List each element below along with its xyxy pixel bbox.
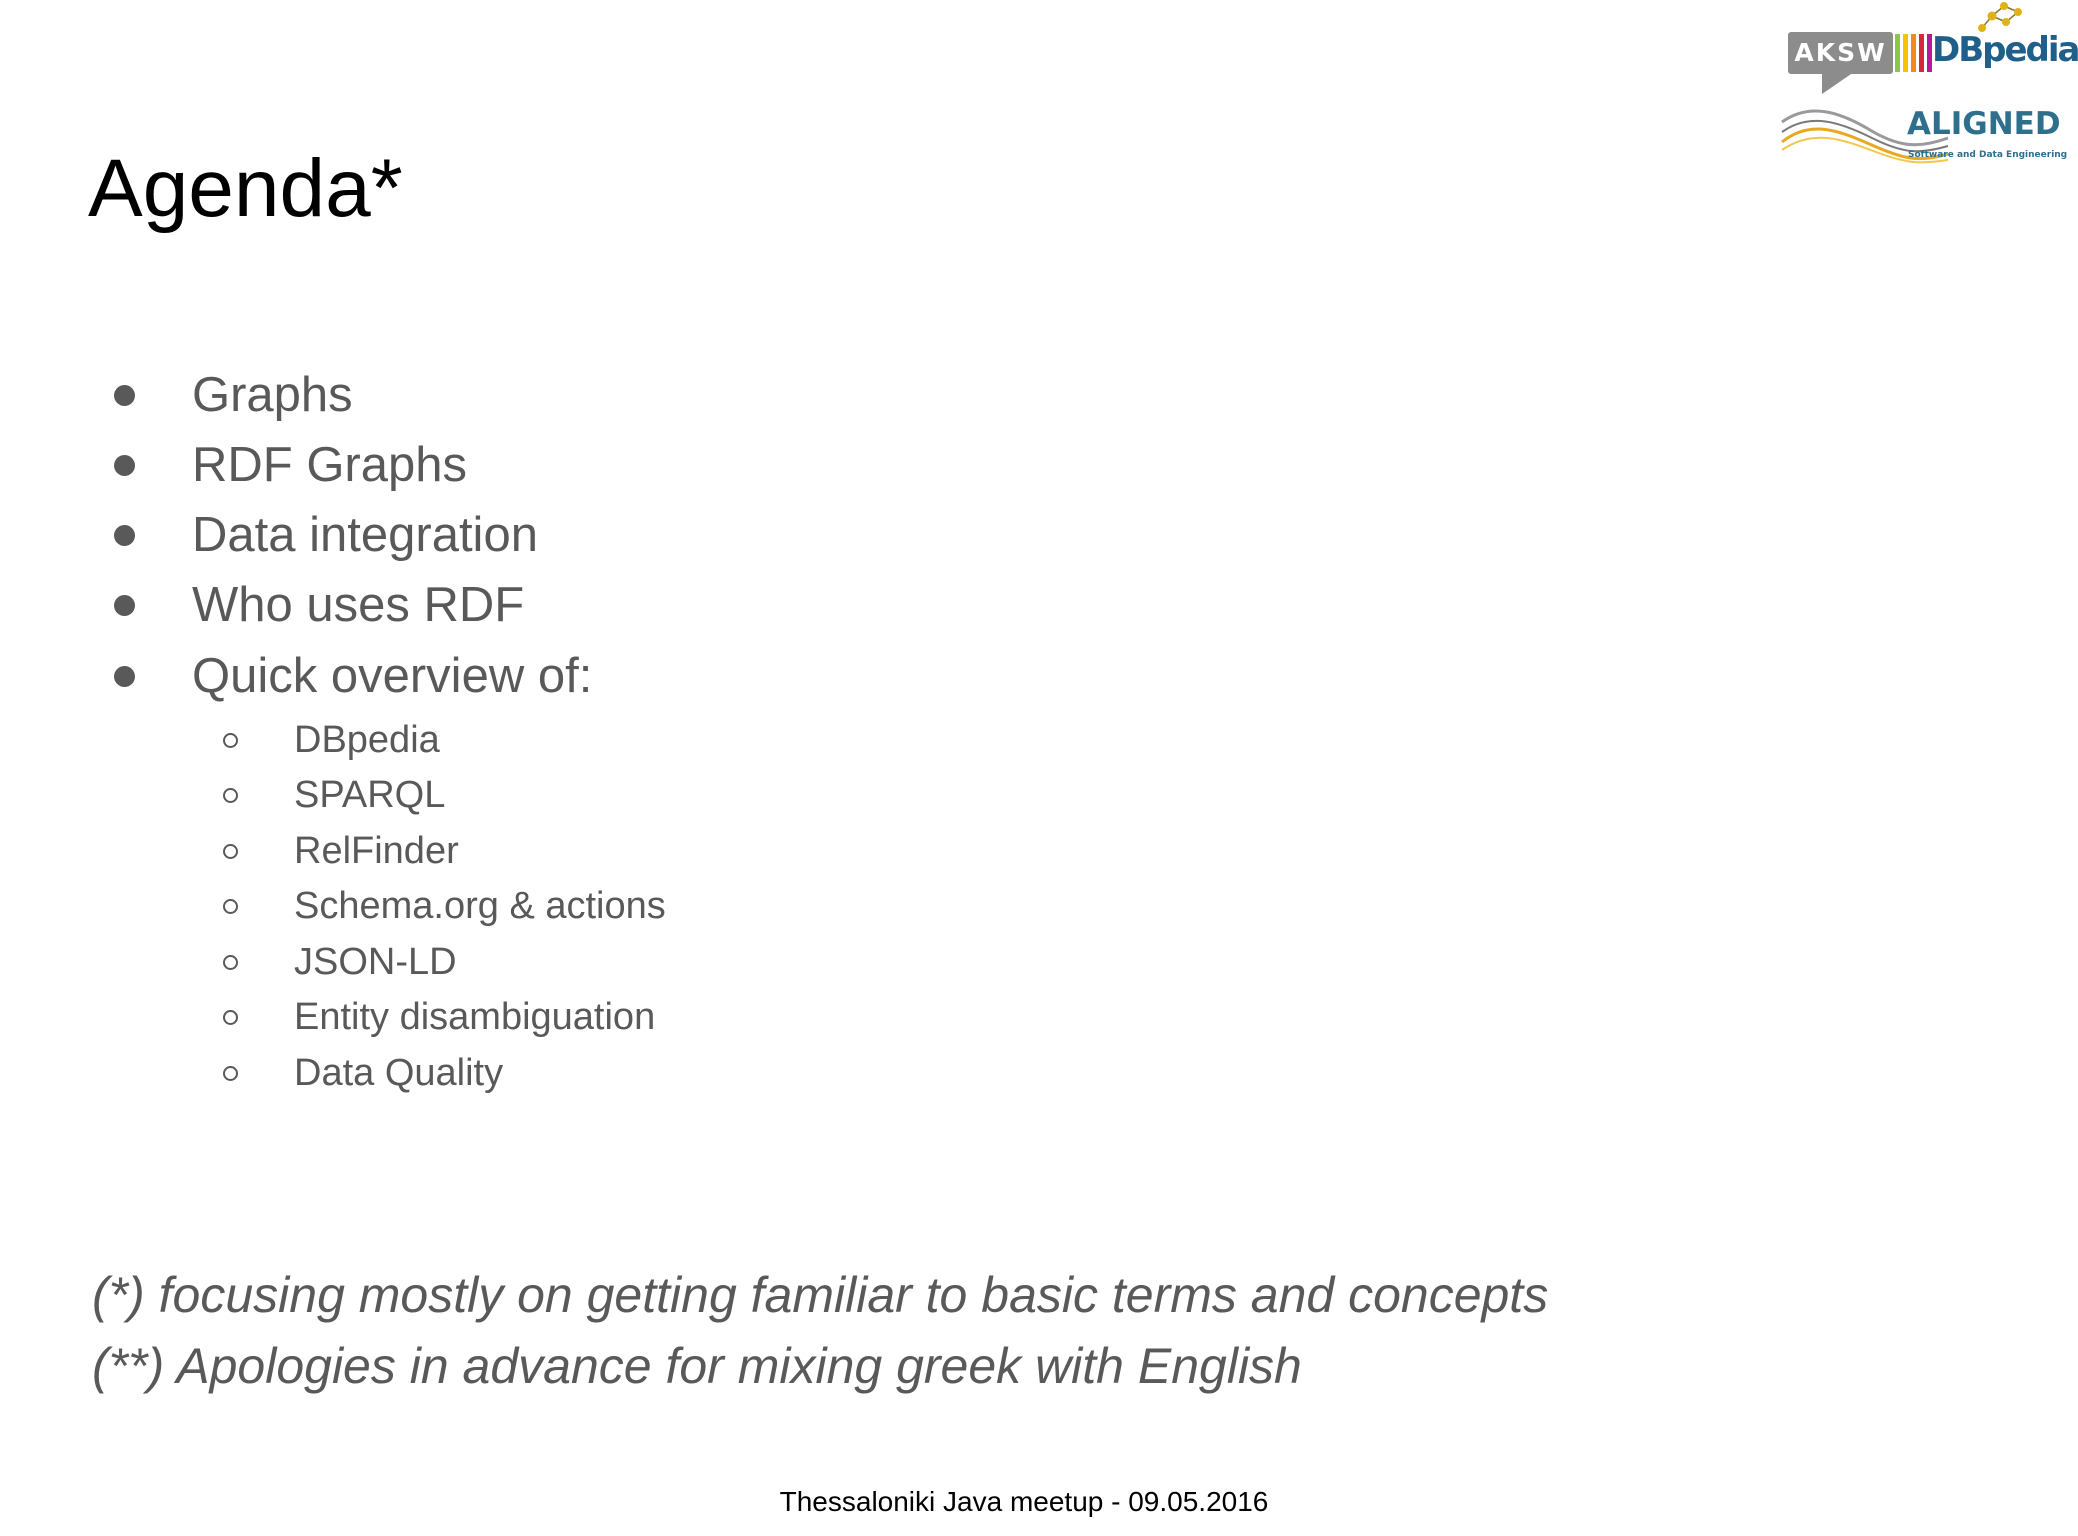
bullet-circle-icon	[223, 1010, 238, 1025]
bullet-circle-icon	[223, 788, 238, 803]
agenda-item-label: Quick overview of:	[192, 649, 593, 703]
footnote-language-apology: (**) Apologies in advance for mixing greek with English	[92, 1338, 1302, 1394]
bullet-disc-icon	[114, 525, 135, 546]
bullet-circle-icon	[223, 844, 238, 859]
aksw-logo: AKSW	[1788, 32, 1893, 74]
bullet-circle-icon	[223, 1066, 238, 1081]
bullet-disc-icon	[114, 666, 135, 687]
bullet-circle-icon	[223, 899, 238, 914]
agenda-subitem-label: Schema.org & actions	[294, 885, 666, 927]
agenda-subitem-label: SPARQL	[294, 774, 446, 816]
bullet-disc-icon	[114, 385, 135, 406]
aligned-logo: ALIGNED	[1907, 106, 2061, 142]
agenda-subitem-label: RelFinder	[294, 830, 459, 872]
footnote-basic-terms: (*) focusing mostly on getting familiar to basic terms and concepts	[92, 1267, 1549, 1323]
slide-title: Agenda*	[88, 143, 403, 234]
dbpedia-logo: DBpedia	[1932, 30, 2078, 70]
bullet-circle-icon	[223, 733, 238, 748]
agenda-subitem-label: Entity disambiguation	[294, 996, 656, 1038]
agenda-item-label: Who uses RDF	[192, 578, 525, 632]
agenda-item-label: RDF Graphs	[192, 438, 468, 492]
bullet-disc-icon	[114, 455, 135, 476]
agenda-subitem-label: JSON-LD	[294, 941, 457, 983]
bullet-circle-icon	[223, 955, 238, 970]
agenda-subitem-label: DBpedia	[294, 719, 440, 761]
agenda-subitem-label: Data Quality	[294, 1052, 504, 1094]
agenda-item-label: Graphs	[192, 368, 353, 422]
bullet-disc-icon	[114, 595, 135, 616]
agenda-item-label: Data integration	[192, 508, 538, 562]
slide-footer: Thessaloniki Java meetup - 09.05.2016	[779, 1486, 1269, 1517]
aligned-tagline: Software and Data Engineering	[1908, 150, 2068, 160]
